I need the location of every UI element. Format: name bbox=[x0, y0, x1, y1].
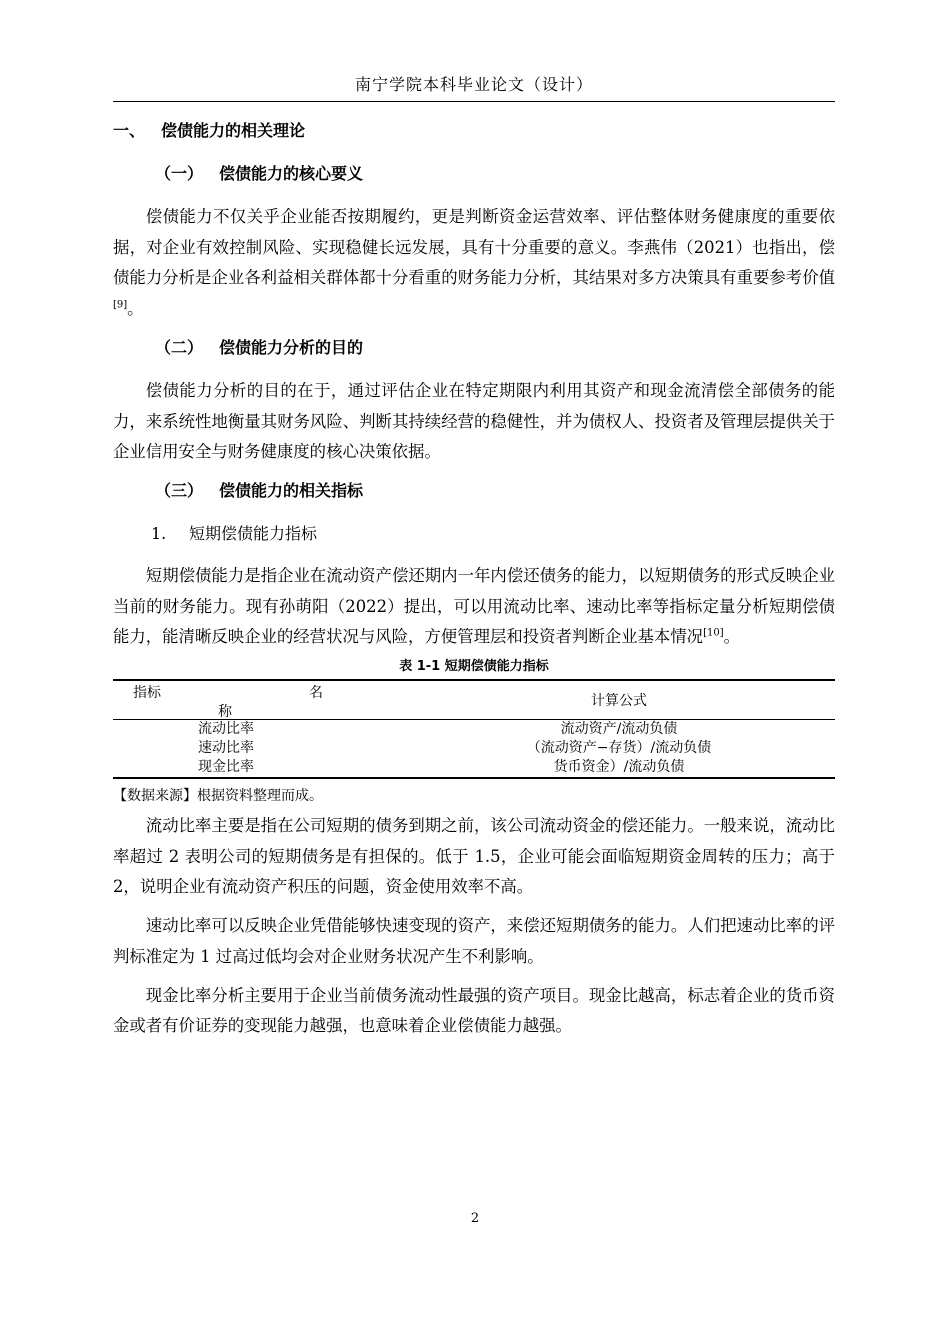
paragraph-end: 。 bbox=[127, 299, 144, 319]
subsection-heading-3 bbox=[113, 476, 835, 506]
subsection-number: （一） bbox=[155, 164, 204, 183]
indicator-formula: 流动资产/流动负债 bbox=[560, 721, 678, 738]
table-header-row bbox=[113, 680, 835, 720]
section-title: 偿债能力的相关理论 bbox=[161, 121, 306, 140]
paragraph bbox=[113, 202, 835, 325]
citation: [9] bbox=[113, 299, 128, 311]
table-row bbox=[113, 758, 835, 778]
paragraph: 流动比率主要是指在公司短期的债务到期之前，该公司流动资金的偿还能力。一般来说，流动比率超过 2 表明公司的短期债务是有担保的。低于 1.5，企业可能会面临短期资金周转的压力；高于 2，说明企业有流动资产积压的问题，资金使用效率不高。 bbox=[113, 816, 835, 897]
subsection-heading-2 bbox=[113, 333, 835, 363]
paragraph bbox=[113, 561, 835, 653]
section-heading bbox=[113, 116, 835, 146]
paragraph: 偿债能力分析的目的在于，通过评估企业在特定期限内利用其资产和现金流清偿全部债务的能力，来系统性地衡量其财务风险、判断其持续经营的稳健性，并为债权人、投资者及管理层提供关于企业信用安全与财务健康度的核心决策依据。 bbox=[113, 380, 835, 462]
table-row bbox=[113, 720, 835, 740]
section-number: 一、 bbox=[113, 121, 146, 140]
citation: [10] bbox=[703, 627, 724, 639]
paragraph-text: 偿债能力不仅关乎企业能否按期履约，更是判断资金运营效率、评估整体财务健康度的重要依据，对企业有效控制风险、实现稳健长远发展，具有十分重要的意义。李燕伟（2021）也指出，偿债能力分析是企业各利益相关群体都十分看重的财务能力分析，其结果对多方决策具有重要参考价值 bbox=[113, 207, 835, 288]
indicator-name: 现金比率 bbox=[113, 758, 403, 778]
subsection-number: （二） bbox=[155, 337, 204, 357]
subsection-number: （三） bbox=[155, 480, 204, 500]
header-text: 指标 bbox=[133, 685, 161, 702]
paragraph-text: 短期偿债能力是指企业在流动资产偿还期内一年内偿还债务的能力，以短期债务的形式反映企业当前的财务能力。现有孙萌阳（2022）提出，可以用流动比率、速动比率等指标定量分析短期偿债能力，能清晰反映企业的经营状况与风险，方便管理层和投资者判断企业基本情况 bbox=[113, 565, 835, 647]
item-number: 1. bbox=[151, 523, 167, 543]
indicator-table bbox=[113, 679, 835, 779]
page-header: 南宁学院本科毕业论文（设计） bbox=[354, 75, 593, 94]
subsection-title: 偿债能力的相关指标 bbox=[219, 480, 364, 500]
paragraph: 速动比率可以反映企业凭借能够快速变现的资产，来偿还短期债务的能力。人们把速动比率的评判标准定为 1 过高过低均会对企业财务状况产生不利影响。 bbox=[113, 916, 835, 966]
subsection-heading-1 bbox=[113, 159, 835, 189]
header-text: 称 bbox=[218, 704, 232, 721]
indicator-name: 流动比率 bbox=[198, 721, 254, 738]
column-header-name bbox=[113, 680, 403, 720]
indicator-name: 速动比率 bbox=[198, 740, 254, 757]
item-title: 短期偿债能力指标 bbox=[189, 523, 318, 543]
indicator-formula: 货币资金）/流动负债 bbox=[403, 758, 835, 778]
indicator-formula: （流动资产−存货）/流动负债 bbox=[526, 740, 712, 757]
paragraph: 现金比率分析主要用于企业当前债务流动性最强的资产项目。现金比越高，标志着企业的货币资金或者有价证券的变现能力越强，也意味着企业偿债能力越强。 bbox=[113, 985, 835, 1036]
page-number: 2 bbox=[470, 1211, 480, 1226]
item-heading bbox=[113, 519, 835, 549]
subsection-title: 偿债能力的核心要义 bbox=[219, 164, 364, 183]
header-divider bbox=[113, 101, 835, 102]
table-row bbox=[113, 739, 835, 758]
paragraph-end: 。 bbox=[723, 627, 740, 647]
page-body bbox=[113, 116, 835, 1050]
table-source-note: 【数据来源】根据资料整理而成。 bbox=[113, 788, 323, 805]
column-header-formula: 计算公式 bbox=[403, 680, 835, 720]
subsection-title: 偿债能力分析的目的 bbox=[219, 337, 364, 357]
header-text: 名 bbox=[309, 685, 323, 702]
table-caption: 表 1-1 短期偿债能力指标 bbox=[399, 659, 549, 675]
